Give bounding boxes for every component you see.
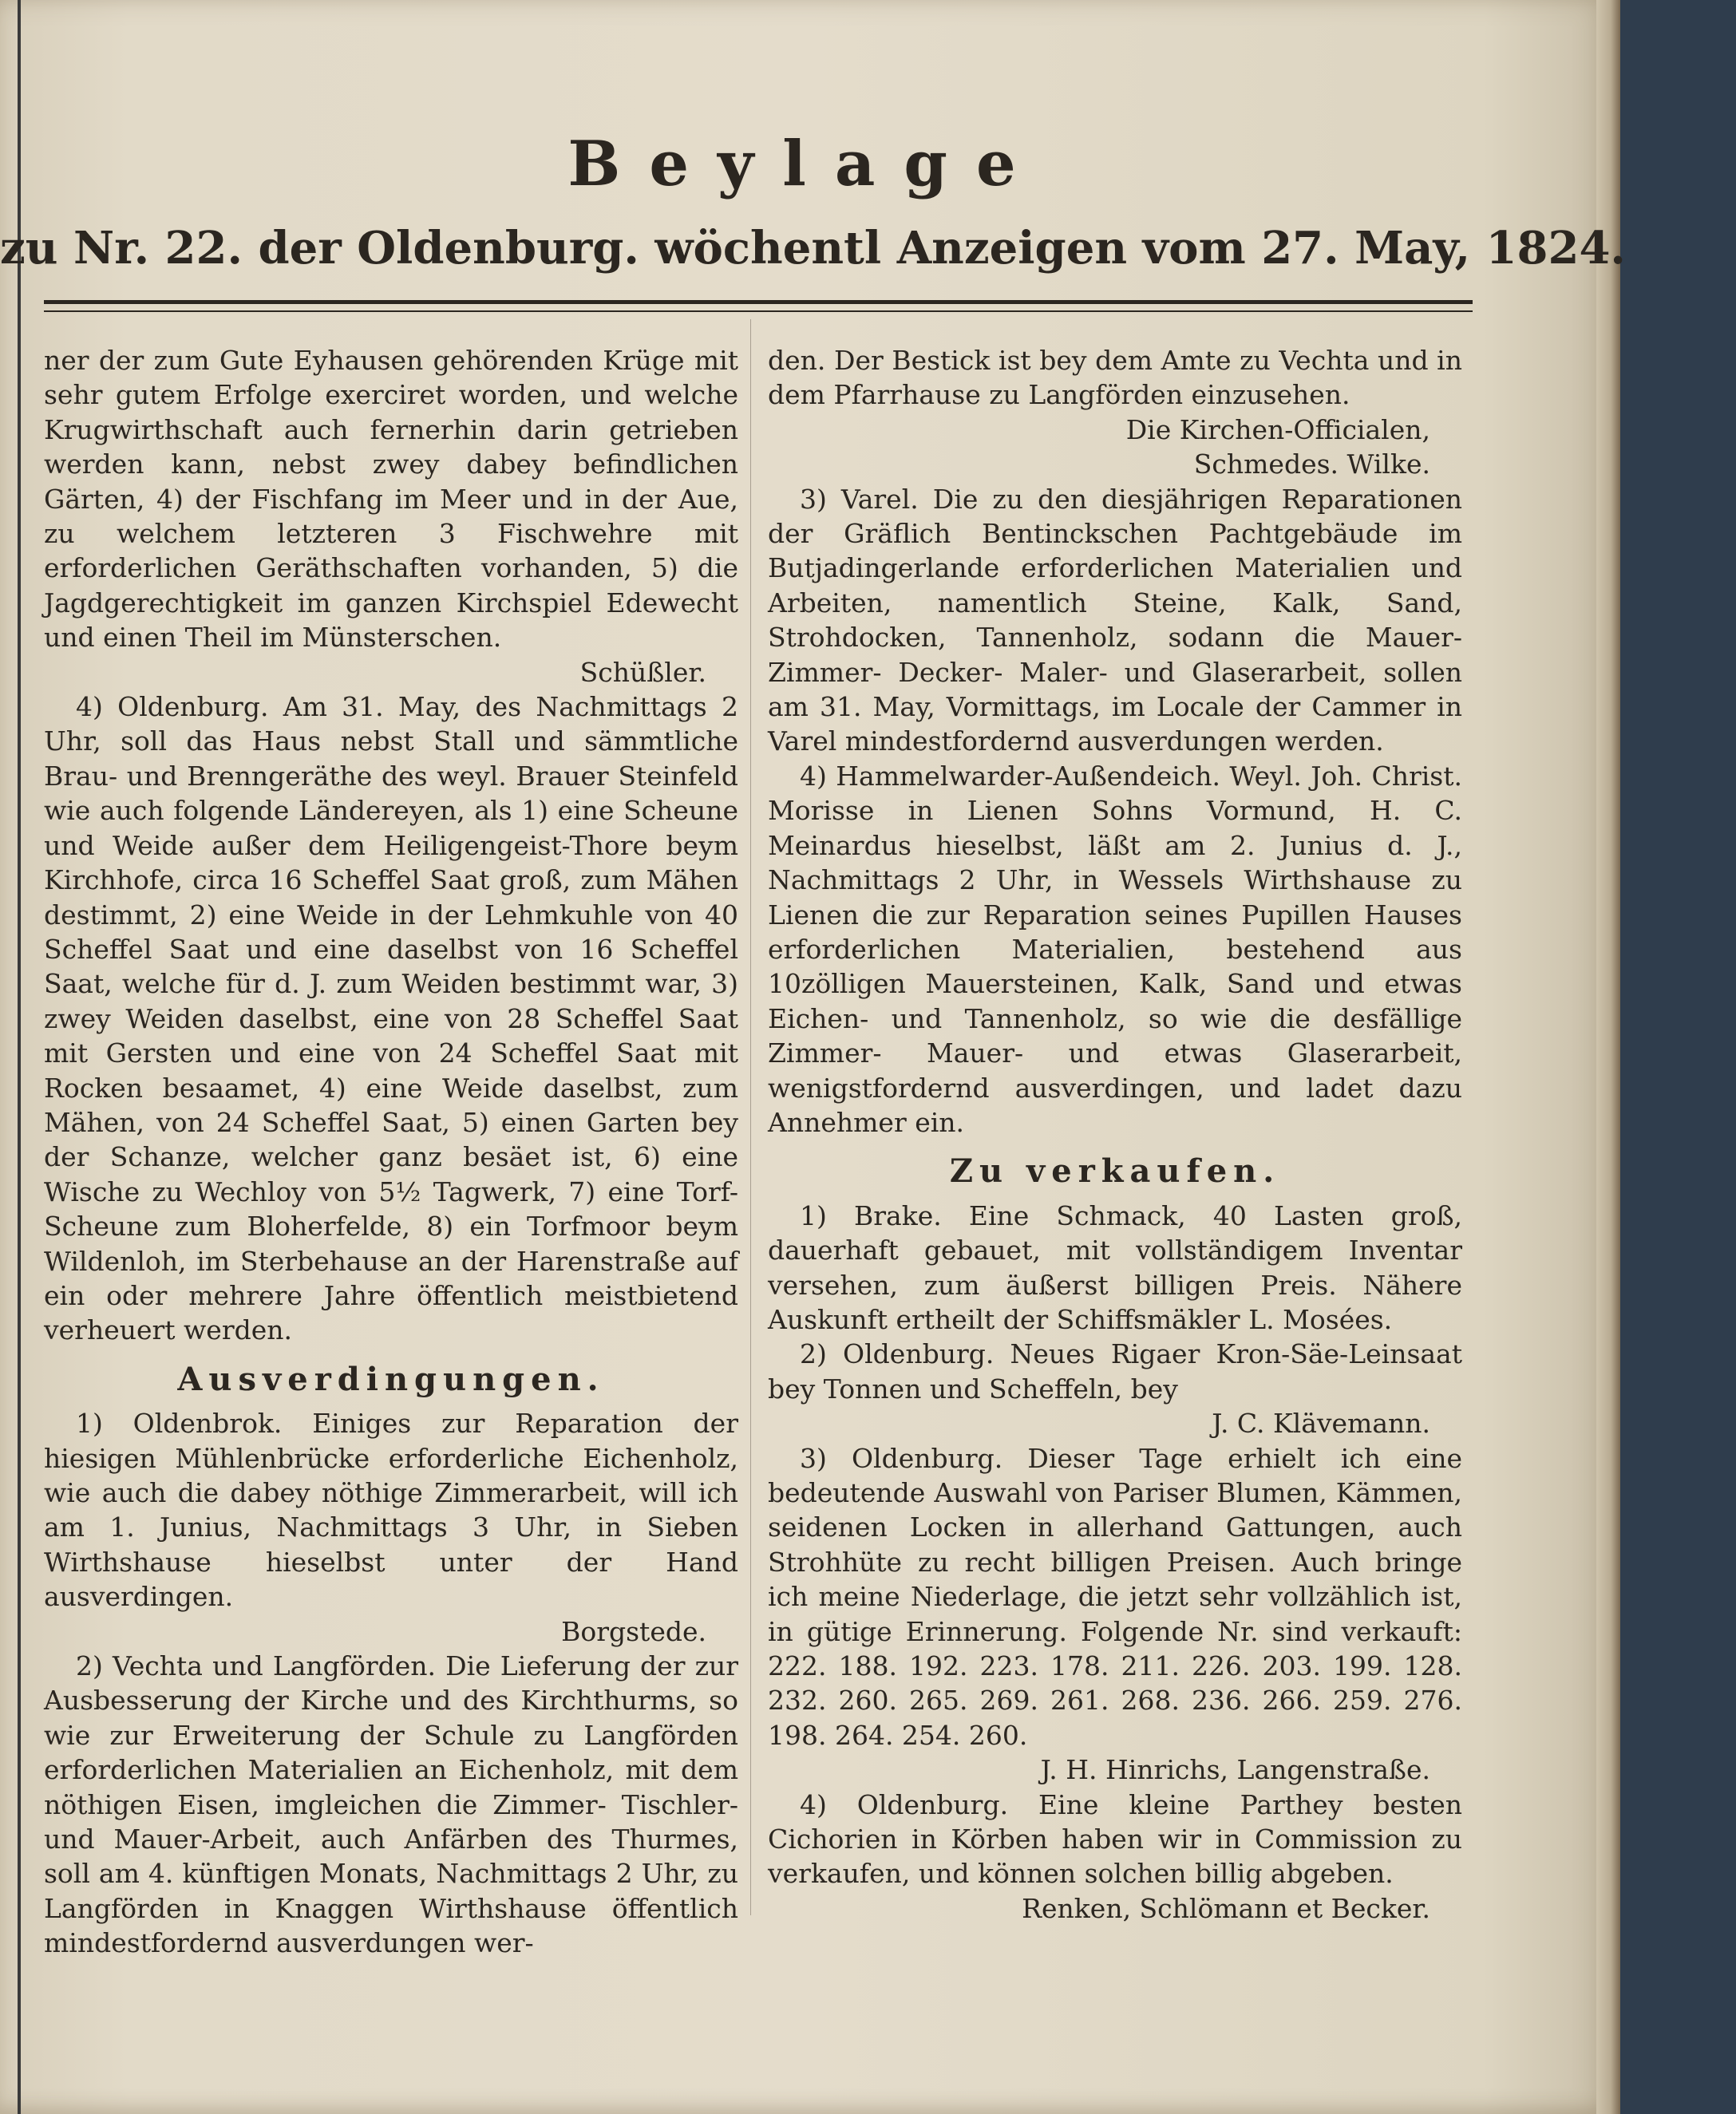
article-paragraph: 3) Oldenburg. Dieser Tage erhielt ich eine bedeutende Auswahl von Pariser Blumen, Kämmen, seidenen Locken in allerhand Gattungen, auch Strohhüte zu recht billigen Preisen. Auch bringe ich meine Niederlage, die jetzt sehr vollzählich ist, in gütige Erinnerung. Folgende Nr. sind verkauft: 222. 188. 192. 223. 178. 211. 226. 203. 199. 128. 232. 260. 265. 269. 261. 268. 236. 266. 259. 276. 198. 264. 254. 260. (768, 1442, 1462, 1751)
article-paragraph: 1) Brake. Eine Schmack, 40 Lasten groß, dauerhaft gebauet, mit vollständigem Inventar versehen, zum äußerst billigen Preis. Nähere Auskunft ertheilt der Schiffsmäkler L. Mosées. (768, 1199, 1462, 1335)
column-divider (750, 319, 751, 1915)
signature: Renken, Schlömann et Becker. (1022, 1892, 1430, 1924)
article-paragraph: den. Der Bestick ist bey dem Amte zu Vechta und in dem Pfarrhause zu Langförden einzusehen. (768, 345, 1462, 411)
article-paragraph: 2) Oldenburg. Neues Rigaer Kron-Säe-Leinsaat bey Tonnen und Scheffeln, bey (768, 1338, 1462, 1405)
article-paragraph: 4) Oldenburg. Am 31. May, des Nachmittags 2 Uhr, soll das Haus nebst Stall und sämmtliche Brau- und Brenngeräthe des weyl. Brauer Steinfeld wie auch folgende Ländereyen, als 1) eine Scheune und Weide außer dem Heiligengeist-Thore beym Kirchhofe, circa 16 Scheffel Saat groß, zum Mähen destimmt, 2) eine Weide in der Lehmkuhle von 40 Scheffel Saat und eine daselbst von 16 Scheffel Saat, welche für d. J. zum Weiden bestimmt war, 3) zwey Weiden daselbst, eine von 28 Scheffel Saat mit Gersten und eine von 24 Scheffel Saat mit Rocken besaamet, 4) eine Weide daselbst, zum Mähen, von 24 Scheffel Saat, 5) einen Garten bey der Schanze, welcher ganz besäet ist, 6) eine Wische zu Wechloy von 5½ Tagwerk, 7) eine Torf-Scheune zum Bloherfelde, 8) ein Torfmoor beym Wildenloh, im Sterbehause an der Harenstraße auf ein oder mehrere Jahre öffentlich meistbietend verheuert werden. (44, 691, 738, 1346)
article-paragraph: 2) Vechta und Langförden. Die Lieferung der zur Ausbesserung der Kirche und des Kirchthurms, so wie zur Erweiterung der Schule zu Langförden erforderlichen Materialien an Eichenholz, mit dem nöthigen Eisen, imgleichen die Zimmer- Tischler- und Mauer-Arbeit, auch Anfärben des Thurmes, soll am 4. künftigen Monats, Nachmittags 2 Uhr, zu Langförden in Knaggen Wirthshause öffentlich mindestfordernd ausverdungen wer- (44, 1650, 738, 1959)
signature: Die Kirchen-Officialen, (1125, 413, 1430, 445)
left-column (44, 343, 738, 1961)
binding-edge (18, 0, 21, 2114)
signature: Schüßler. (579, 656, 706, 688)
article-paragraph: 4) Hammelwarder-Außendeich. Weyl. Joh. Christ. Morisse in Lienen Sohns Vormund, H. C. Meinardus hieselbst, läßt am 2. Junius d. J., Nachmittags 2 Uhr, in Wessels Wirthshause zu Lienen die zur Reparation seines Pupillen Hauses erforderlichen Materialien, bestehend aus 10zölligen Mauersteinen, Kalk, Sand und etwas Eichen- und Tannenholz, so wie die desfällige Zimmer- Mauer- und etwas Glaserarbeit, wenigstfordernd ausverdingen, und ladet dazu Annehmer ein. (768, 760, 1462, 1138)
page-edge (1596, 0, 1620, 2114)
page-subtitle: zu Nr. 22. der Oldenburg. wöchentl Anzeigen vom 27. May, 1824. (0, 222, 1626, 275)
article-paragraph: 4) Oldenburg. Eine kleine Parthey besten Cichorien in Körben haben wir in Commission zu verkaufen, und können solchen billig abgeben. (768, 1788, 1462, 1890)
section-heading: Ausverdingungen. (177, 1360, 605, 1398)
article-paragraph: ner der zum Gute Eyhausen gehörenden Krüge mit sehr gutem Erfolge exerciret worden, und welche Krugwirthschaft auch fernerhin darin getrieben werden kann, nebst zwey dabey befindlichen Gärten, 4) der Fischfang im Meer und in der Aue, zu welchem letzteren 3 Fischwehre mit erforderlichen Geräthschaften vorhanden, 5) die Jagdgerechtigkeit im ganzen Kirchspiel Edewecht und einen Theil im Münsterschen. (44, 345, 738, 654)
signature: Borgstede. (561, 1615, 706, 1647)
page-title: Beylage (567, 128, 1045, 200)
section-heading: Zu verkaufen. (949, 1152, 1281, 1191)
signature: J. C. Klävemann. (1212, 1408, 1430, 1440)
header-rule (44, 300, 1473, 312)
signature: J. H. Hinrichs, Langenstraße. (1040, 1754, 1430, 1786)
article-paragraph: 1) Oldenbrok. Einiges zur Reparation der hiesigen Mühlenbrücke erforderliche Eichenholz, wie auch die dabey nöthige Zimmerarbeit, will ich am 1. Junius, Nachmittags 3 Uhr, in Sieben Wirthshause hieselbst unter der Hand ausverdingen. (44, 1408, 738, 1613)
signature: Schmedes. Wilke. (1193, 448, 1430, 480)
article-paragraph: 3) Varel. Die zu den diesjährigen Reparationen der Gräflich Bentinckschen Pachtgebäude im Butjadingerlande erforderlichen Materialien und Arbeiten, namentlich Steine, Kalk, Sand, Strohdocken, Tannenholz, sodann die Mauer- Zimmer- Decker- Maler- und Glaserarbeit, sollen am 31. May, Vormittags, im Locale der Cammer in Varel mindestfordernd ausverdungen werden. (768, 483, 1462, 757)
right-column (768, 343, 1462, 1926)
